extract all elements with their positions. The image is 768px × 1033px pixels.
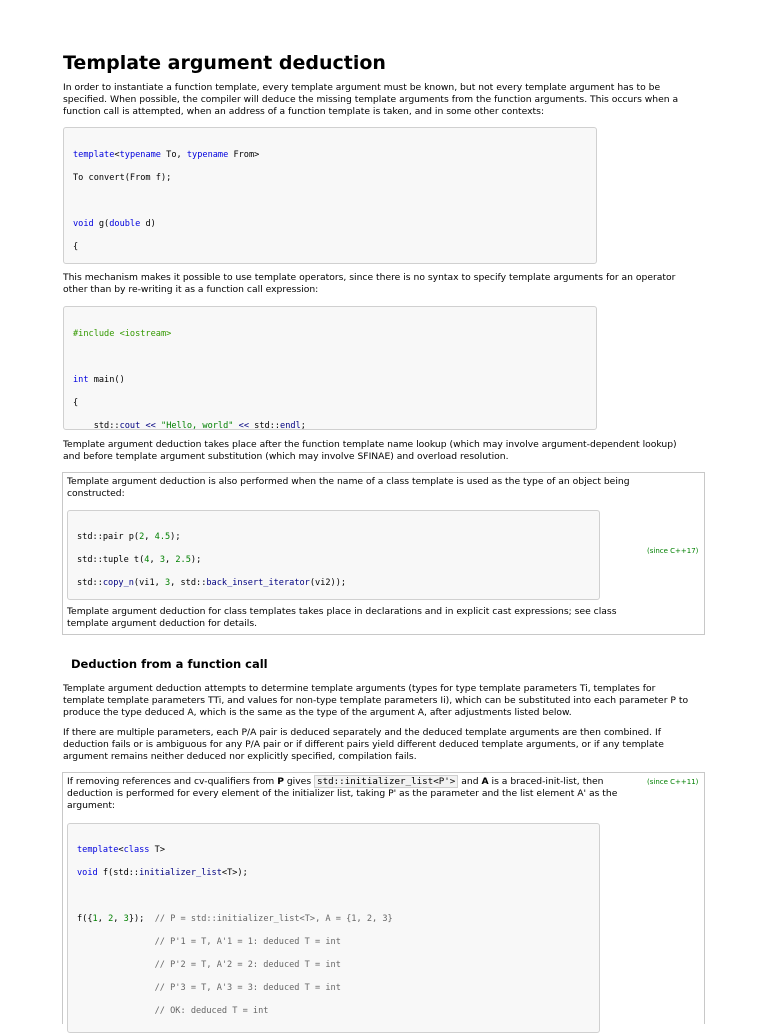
lookup-line-2: and before template argument substitution (which may involve SFINAE) and overload resolution. bbox=[63, 451, 509, 462]
init-line1-d: is a braced-init-list, then bbox=[489, 776, 604, 787]
code-line: #include <iostream> bbox=[73, 329, 596, 341]
deduction-paragraph bbox=[63, 683, 703, 718]
initializer-list-box bbox=[62, 772, 705, 1024]
page-title: Template argument deduction bbox=[63, 52, 386, 74]
ctad-outro bbox=[67, 606, 647, 630]
init-line1-p: P bbox=[277, 776, 284, 787]
intro-line-2: specified. When possible, the compiler will deduce the missing template arguments from the function arguments. This occurs when a bbox=[63, 94, 678, 105]
mechanism-line-2: other than by re-writing it as a function call expression: bbox=[63, 284, 318, 295]
code-line: template<typename To, typename From> bbox=[73, 150, 596, 162]
since-cpp11-badge: (since C++11) bbox=[647, 778, 698, 786]
init-line-3: argument: bbox=[67, 800, 115, 811]
code-block-convert bbox=[63, 127, 597, 264]
deduction-line-3: produce the type deduced A, which is the same as the type of the argument A, after adjustments listed below. bbox=[63, 707, 572, 718]
code-line: std::cout << "Hello, world" << std::endl; bbox=[73, 421, 596, 431]
code-line bbox=[77, 1029, 599, 1033]
lookup-line-1: Template argument deduction takes place after the function template name lookup (which may involve argument-dependent lookup) bbox=[63, 439, 677, 450]
ctad-intro-line-1: Template argument deduction is also performed when the name of a class template is used as the type of an object being bbox=[67, 476, 630, 487]
code-line: int main() bbox=[73, 375, 596, 387]
ctad-box bbox=[62, 472, 705, 635]
code-line: { bbox=[73, 242, 596, 254]
code-line: std::pair p(2, 4.5); bbox=[77, 532, 599, 544]
multiple-line-3: argument remains neither deduced nor explicitly specified, compilation fails. bbox=[63, 751, 417, 762]
multiple-line-2: deduction fails or is ambiguous for any P/A pair or if different pairs yield different deduced template arguments, or if any template bbox=[63, 739, 664, 750]
init-intro bbox=[67, 776, 647, 811]
initializer-list-code: std::initializer_list<P'> bbox=[314, 775, 458, 788]
code-line: f({1, 2, 3}); // P = std::initializer_list<T>, A = {1, 2, 3} bbox=[77, 914, 599, 926]
multiple-paragraph bbox=[63, 727, 703, 762]
deduction-line-2: template template parameters TTi, and values for non-type template parameters Ii), which can be substituted into each parameter P to bbox=[63, 695, 688, 706]
init-line1-c: and bbox=[458, 776, 481, 787]
code-line: // P'3 = T, A'3 = 3: deduced T = int bbox=[77, 983, 599, 995]
section-heading: Deduction from a function call bbox=[71, 657, 268, 671]
init-line1-a: If removing references and cv-qualifiers from bbox=[67, 776, 277, 787]
code-block-iostream bbox=[63, 306, 597, 430]
init-line-2: deduction is performed for every element of the initializer list, taking P' as the parameter and the list element A' as the bbox=[67, 788, 617, 799]
intro-line-3: function call is attempted, when an address of a function template is taken, and in some other contexts: bbox=[63, 106, 544, 117]
code-line: // P'1 = T, A'1 = 1: deduced T = int bbox=[77, 937, 599, 949]
multiple-line-1: If there are multiple parameters, each P/A pair is deduced separately and the deduced template arguments are then combined. If bbox=[63, 727, 661, 738]
init-line1-a2: A bbox=[481, 776, 488, 787]
code-line: std::copy_n(vi1, 3, std::back_insert_iterator(vi2)); bbox=[77, 578, 599, 590]
code-line: { bbox=[73, 398, 596, 410]
lookup-paragraph bbox=[63, 439, 703, 463]
ctad-intro bbox=[67, 476, 647, 500]
mechanism-line-1: This mechanism makes it possible to use template operators, since there is no syntax to specify template arguments for an operator bbox=[63, 272, 675, 283]
code-line bbox=[73, 196, 596, 208]
code-line: // OK: deduced T = int bbox=[77, 1006, 599, 1018]
code-line bbox=[73, 352, 596, 364]
ctad-outro-line-2: template argument deduction for details. bbox=[67, 618, 257, 629]
code-line: void f(std::initializer_list<T>); bbox=[77, 868, 599, 880]
code-line: template<class T> bbox=[77, 845, 599, 857]
intro-line-1: In order to instantiate a function template, every template argument must be known, but not every template argument has to be bbox=[63, 82, 660, 93]
init-line1-b: gives bbox=[284, 776, 314, 787]
ctad-intro-line-2: constructed: bbox=[67, 488, 125, 499]
mechanism-paragraph bbox=[63, 272, 703, 296]
code-line: std::tuple t(4, 3, 2.5); bbox=[77, 555, 599, 567]
deduction-line-1: Template argument deduction attempts to determine template arguments (types for type template parameters Ti, templates for bbox=[63, 683, 655, 694]
code-line: To convert(From f); bbox=[73, 173, 596, 185]
since-cpp17-badge: (since C++17) bbox=[647, 547, 698, 555]
code-line: void g(double d) bbox=[73, 219, 596, 231]
code-block-ctad bbox=[67, 510, 600, 600]
code-line: // P'2 = T, A'2 = 2: deduced T = int bbox=[77, 960, 599, 972]
ctad-outro-line-1: Template argument deduction for class templates takes place in declarations and in explicit cast expressions; see class bbox=[67, 606, 616, 617]
code-block-initializer-list bbox=[67, 823, 600, 1033]
code-line bbox=[77, 891, 599, 903]
intro-paragraph bbox=[63, 82, 703, 117]
